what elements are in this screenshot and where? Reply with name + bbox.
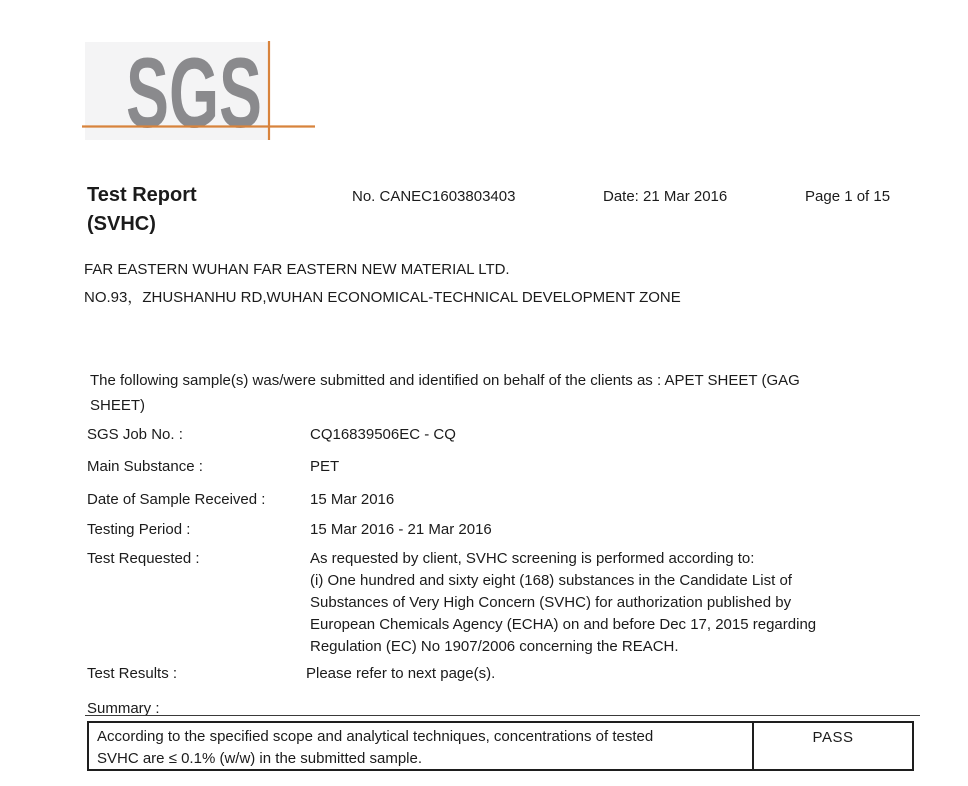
- test-requested-line-1: As requested by client, SVHC screening is performed according to:: [310, 550, 755, 567]
- report-title: Test Report: [87, 184, 197, 206]
- summary-verdict: PASS: [812, 729, 854, 746]
- test-requested-line-3: Substances of Very High Concern (SVHC) for authorization published by: [310, 594, 792, 611]
- page-indicator: Page 1 of 15: [805, 188, 891, 205]
- field-value-test-results: Please refer to next page(s).: [306, 665, 496, 682]
- intro-line-2: SHEET): [90, 397, 146, 414]
- summary-label: Summary :: [87, 700, 160, 717]
- summary-result-text: [89, 723, 754, 769]
- field-value-job: CQ16839506EC - CQ: [310, 426, 456, 443]
- report-number: No. CANEC1603803403: [352, 188, 516, 205]
- client-address: NO.93，ZHUSHANHU RD,WUHAN ECONOMICAL-TECHNICAL DEVELOPMENT ZONE: [84, 289, 681, 306]
- field-label-period: Testing Period :: [87, 521, 191, 538]
- test-requested-line-2: (i) One hundred and sixty eight (168) substances in the Candidate List of: [310, 572, 792, 589]
- logo-text: SGS: [126, 37, 262, 145]
- field-label-substance: Main Substance :: [87, 458, 203, 475]
- field-value-substance: PET: [310, 458, 340, 475]
- field-value-period: 15 Mar 2016 - 21 Mar 2016: [310, 521, 492, 538]
- summary-result-line-2: SVHC are ≤ 0.1% (w/w) in the submitted sample.: [97, 750, 423, 767]
- summary-result-line-1: According to the specified scope and analytical techniques, concentrations of tested: [97, 728, 654, 745]
- summary-table: [87, 721, 914, 771]
- report-date: Date: 21 Mar 2016: [603, 188, 728, 205]
- intro-line-1: The following sample(s) was/were submitted and identified on behalf of the clients as : APET SHEET (GAG: [90, 372, 800, 389]
- field-label-test-requested: Test Requested :: [87, 550, 200, 567]
- field-value-received: 15 Mar 2016: [310, 491, 395, 508]
- summary-divider-line: [85, 715, 920, 716]
- field-label-job: SGS Job No. :: [87, 426, 183, 443]
- client-name: FAR EASTERN WUHAN FAR EASTERN NEW MATERIAL LTD.: [84, 261, 510, 278]
- test-requested-line-5: Regulation (EC) No 1907/2006 concerning the REACH.: [310, 638, 679, 655]
- sgs-logo: [70, 30, 322, 145]
- report-subtitle: (SVHC): [87, 213, 156, 235]
- field-label-test-results: Test Results :: [87, 665, 178, 682]
- test-requested-line-4: European Chemicals Agency (ECHA) on and before Dec 17, 2015 regarding: [310, 616, 817, 633]
- field-label-received: Date of Sample Received :: [87, 491, 266, 508]
